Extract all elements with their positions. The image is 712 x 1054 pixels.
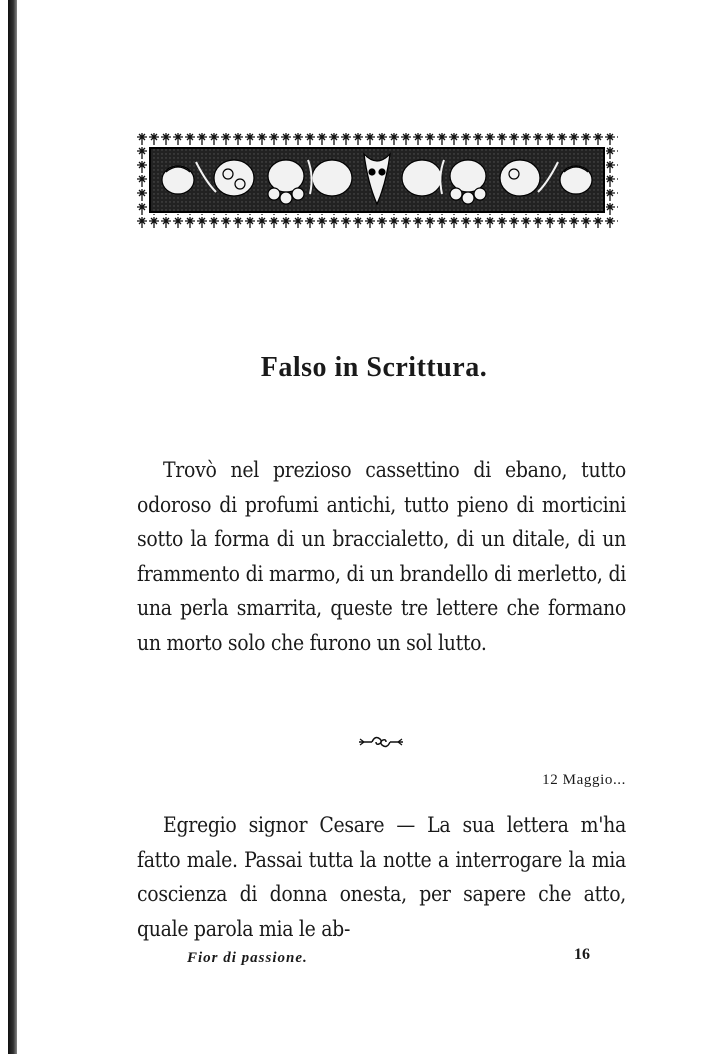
page-number: 16 bbox=[574, 946, 590, 963]
letter-paragraph bbox=[137, 808, 626, 946]
paragraph-text: Egregio signor Cesare — La sua lettera m'ha fatto male. Passai tutta la notte a interrogare la mia coscienza di donna onesta, per sapere che atto, quale parola mia le ab- bbox=[137, 813, 626, 941]
running-footer-book-title: Fior di passione. bbox=[187, 950, 308, 966]
chapter-opening-paragraph bbox=[137, 453, 626, 660]
page-binding-edge bbox=[8, 0, 17, 1054]
chapter-title: Falso in Scrittura. bbox=[260, 352, 488, 383]
floral-headpiece-ornament bbox=[136, 132, 618, 228]
letter-date: 12 Maggio... bbox=[542, 772, 626, 788]
paragraph-text: Trovò nel prezioso cassettino di ebano, tutto odoroso di profumi antichi, tutto pieno di morticini sotto la forma di un braccialetto, di un ditale, di un frammento di marmo, di un brandello di merletto, di una perla smarrita, queste tre lettere che formano un morto solo che furono un sol lutto. bbox=[137, 458, 626, 655]
scroll-ornament-divider bbox=[358, 733, 404, 749]
